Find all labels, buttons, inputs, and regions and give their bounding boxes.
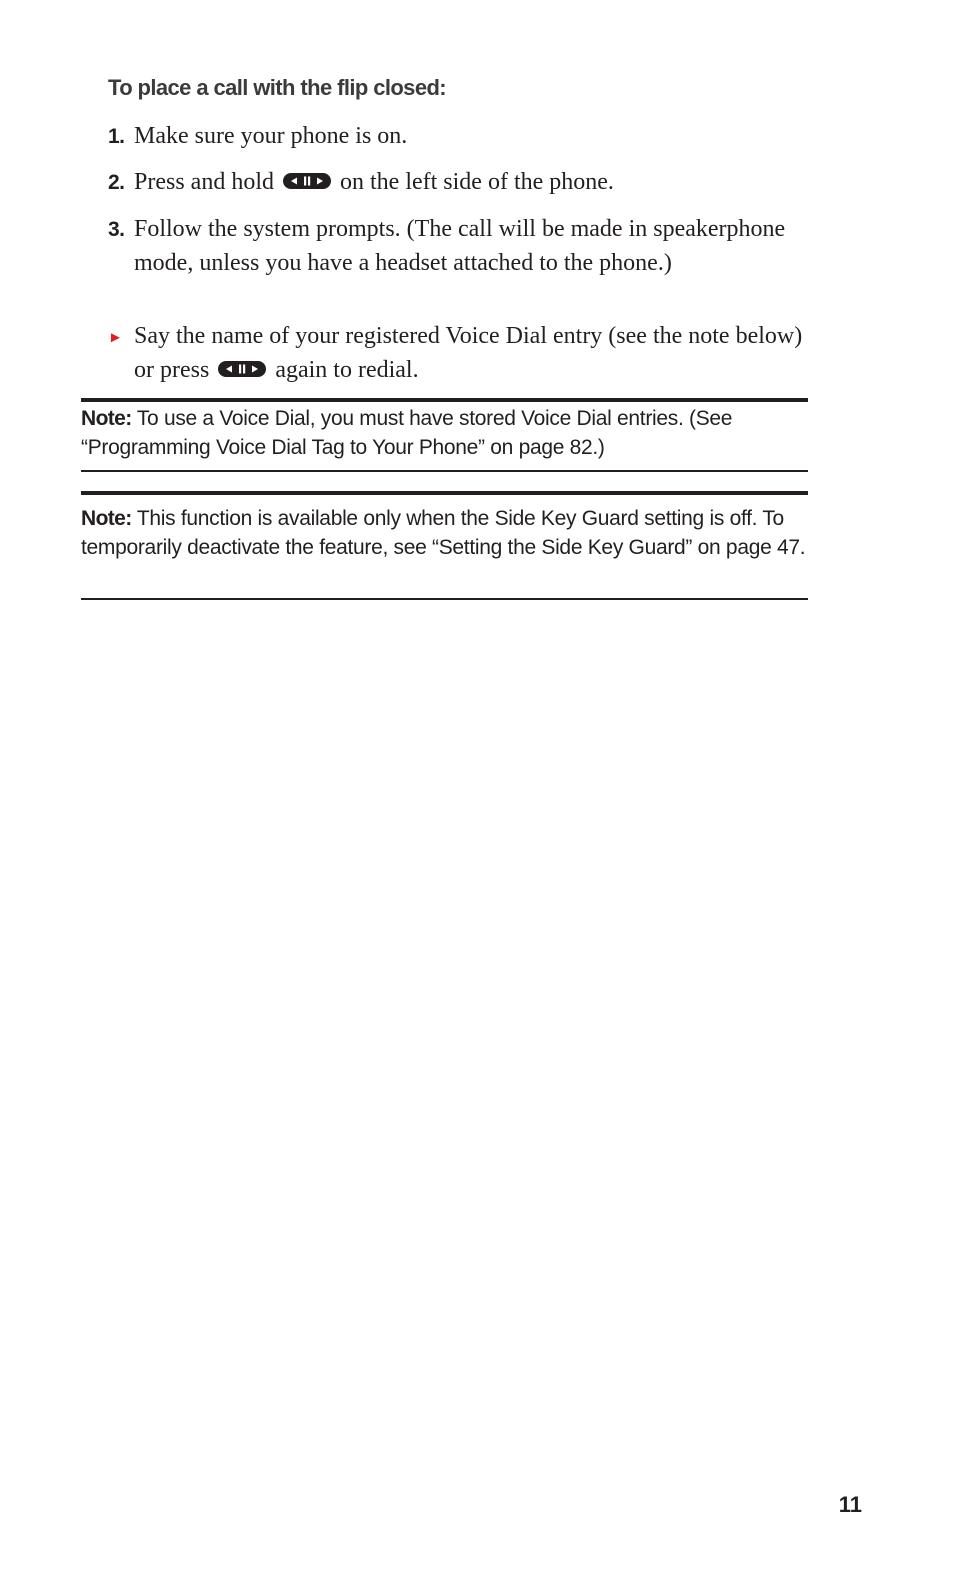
step-text-before: Press and hold (134, 169, 274, 195)
note-text: To use a Voice Dial, you must have stored Voice Dial entries. (See “Programming Voice Dial Tag to Your Phone” on page 82.) (81, 407, 733, 459)
note-box-2 (81, 504, 808, 562)
bullet-text-after: again to redial. (275, 356, 419, 383)
step-text (134, 166, 808, 200)
step-number: 3. (108, 218, 125, 241)
side-key-icon (218, 361, 266, 377)
section-heading: To place a call with the flip closed: (108, 75, 447, 100)
step-2 (108, 166, 808, 200)
note-top-rule (81, 491, 808, 495)
bullet-arrow-icon: ► (108, 329, 123, 346)
note-label: Note: (81, 507, 132, 530)
side-key-icon (283, 173, 331, 189)
step-text-after: on the left side of the phone. (340, 169, 614, 195)
step-text: Make sure your phone is on. (134, 123, 408, 149)
bullet-text (134, 320, 808, 387)
page-number: 11 (838, 1492, 862, 1517)
step-3 (108, 213, 808, 280)
note-label: Note: (81, 407, 132, 430)
step-1 (108, 120, 808, 154)
note-bottom-rule (81, 598, 808, 600)
bullet-item (108, 320, 808, 387)
step-number: 1. (108, 125, 125, 148)
note-top-rule (81, 398, 808, 402)
step-number: 2. (108, 171, 125, 194)
note-box-1 (81, 404, 808, 462)
step-text: Follow the system prompts. (The call will be made in speakerphone mode, unless you have a headset attached to the phone.) (134, 216, 786, 276)
bullet-text-before: Say the name of your registered Voice Dial entry (see the note below) or press (134, 323, 803, 383)
note-text: This function is available only when the Side Key Guard setting is off. To temporarily deactivate the feature, see “Setting the Side Key Guard” on page 47. (81, 507, 806, 559)
note-bottom-rule (81, 470, 808, 472)
